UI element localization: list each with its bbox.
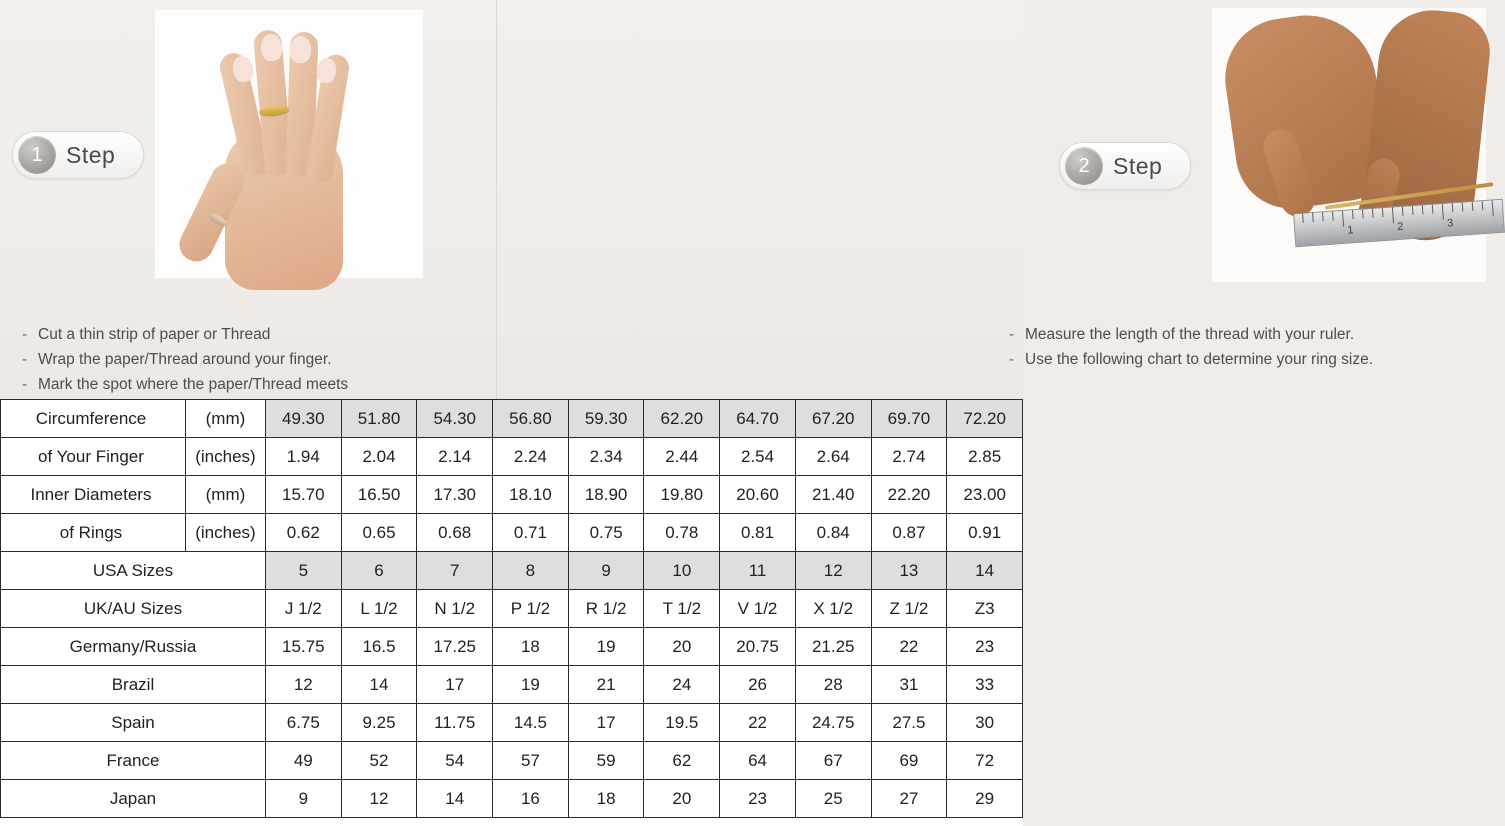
cell: 19.80 <box>644 476 720 514</box>
cell: 12 <box>795 552 871 590</box>
cell: 31 <box>871 666 947 704</box>
cell: 59.30 <box>568 400 644 438</box>
cell: 2.74 <box>871 438 947 476</box>
cell: 18.10 <box>493 476 569 514</box>
table-row <box>1 704 1023 742</box>
table-row <box>1 666 1023 704</box>
cell: R 1/2 <box>568 590 644 628</box>
cell: 17.25 <box>417 628 493 666</box>
cell: 64 <box>720 742 796 780</box>
cell: 17 <box>417 666 493 704</box>
cell: 20 <box>644 628 720 666</box>
cell: 69 <box>871 742 947 780</box>
cell: 20 <box>644 780 720 818</box>
step-1-label: Step <box>66 141 116 168</box>
step-1-instruction-list <box>22 322 348 397</box>
list-item: - Measure the length of the thread with your ruler. <box>1009 326 1355 343</box>
cell: 0.87 <box>871 514 947 552</box>
cell: 28 <box>795 666 871 704</box>
step-2-badge <box>1059 142 1191 190</box>
cell: 1.94 <box>265 438 341 476</box>
cell: 49 <box>265 742 341 780</box>
cell: 23 <box>947 628 1023 666</box>
ruler-tick-label: 3 <box>1446 217 1454 230</box>
cell: 24.75 <box>795 704 871 742</box>
cell: 16 <box>493 780 569 818</box>
step-2-panel <box>497 0 1454 399</box>
row-label-circumference: Circumference <box>1 400 186 438</box>
cell: 51.80 <box>341 400 417 438</box>
row-label-brazil: Brazil <box>1 666 266 704</box>
cell: 0.62 <box>265 514 341 552</box>
cell: 12 <box>341 780 417 818</box>
cell: 6 <box>341 552 417 590</box>
row-label-japan: Japan <box>1 780 266 818</box>
step-2-label: Step <box>1113 152 1163 179</box>
cell: 27.5 <box>871 704 947 742</box>
size-table <box>0 399 1023 818</box>
table-row <box>1 628 1023 666</box>
cell: J 1/2 <box>265 590 341 628</box>
cell: T 1/2 <box>644 590 720 628</box>
instruction-text: Cut a thin strip of paper or Thread <box>38 326 271 343</box>
cell: 19 <box>493 666 569 704</box>
cell: 14 <box>417 780 493 818</box>
instruction-text: Use the following chart to determine your ring size. <box>1025 351 1374 368</box>
cell: 9 <box>568 552 644 590</box>
unit-mm: (mm) <box>185 400 265 438</box>
cell: 22 <box>871 628 947 666</box>
cell: 17 <box>568 704 644 742</box>
row-label-germany-russia: Germany/Russia <box>1 628 266 666</box>
instruction-text: Mark the spot where the paper/Thread meets <box>38 376 349 393</box>
table-row <box>1 514 1023 552</box>
row-label-of-rings: of Rings <box>1 514 186 552</box>
cell: 0.75 <box>568 514 644 552</box>
unit-inches: (inches) <box>185 514 265 552</box>
cell: 2.64 <box>795 438 871 476</box>
cell: 2.04 <box>341 438 417 476</box>
cell: 14 <box>341 666 417 704</box>
cell: 57 <box>493 742 569 780</box>
cell: 2.54 <box>720 438 796 476</box>
cell: 17.30 <box>417 476 493 514</box>
cell: 2.14 <box>417 438 493 476</box>
cell: 9.25 <box>341 704 417 742</box>
cell: 22.20 <box>871 476 947 514</box>
cell: 59 <box>568 742 644 780</box>
thread-with-ruler-photo <box>1212 8 1486 282</box>
table-row <box>1 590 1023 628</box>
step-1-badge <box>12 131 144 179</box>
cell: 30 <box>947 704 1023 742</box>
step-2-number: 2 <box>1065 147 1103 185</box>
unit-mm: (mm) <box>185 476 265 514</box>
instruction-text: Wrap the paper/Thread around your finger. <box>38 351 332 368</box>
cell: 5 <box>265 552 341 590</box>
cell: 67 <box>795 742 871 780</box>
cell: 49.30 <box>265 400 341 438</box>
cell: 27 <box>871 780 947 818</box>
cell: 8 <box>493 552 569 590</box>
cell: 19.5 <box>644 704 720 742</box>
cell: L 1/2 <box>341 590 417 628</box>
cell: 62 <box>644 742 720 780</box>
instruction-text: Measure the length of the thread with your ruler. <box>1025 326 1355 343</box>
cell: 54 <box>417 742 493 780</box>
cell: 25 <box>795 780 871 818</box>
cell: Z 1/2 <box>871 590 947 628</box>
cell: 21.25 <box>795 628 871 666</box>
cell: 14.5 <box>493 704 569 742</box>
cell: 0.84 <box>795 514 871 552</box>
list-item: - Mark the spot where the paper/Thread meets <box>22 376 349 393</box>
cell: 2.85 <box>947 438 1023 476</box>
cell: 0.68 <box>417 514 493 552</box>
hand-with-thread-photo <box>155 10 423 278</box>
cell: 6.75 <box>265 704 341 742</box>
ruler-tick-label: 1 <box>1346 224 1354 237</box>
ruler-tick-label: 2 <box>1396 220 1404 234</box>
cell: X 1/2 <box>795 590 871 628</box>
cell: 10 <box>644 552 720 590</box>
list-item: - Cut a thin strip of paper or Thread <box>22 326 271 343</box>
cell: 20.75 <box>720 628 796 666</box>
cell: 54.30 <box>417 400 493 438</box>
cell: 0.71 <box>493 514 569 552</box>
table-row <box>1 742 1023 780</box>
table-row <box>1 400 1023 438</box>
cell: 0.78 <box>644 514 720 552</box>
cell: V 1/2 <box>720 590 796 628</box>
cell: 14 <box>947 552 1023 590</box>
cell: 19 <box>568 628 644 666</box>
cell: 20.60 <box>720 476 796 514</box>
cell: 33 <box>947 666 1023 704</box>
ring-size-chart <box>0 399 1023 826</box>
cell: 23 <box>720 780 796 818</box>
cell: 16.50 <box>341 476 417 514</box>
table-row <box>1 476 1023 514</box>
cell: 23.00 <box>947 476 1023 514</box>
cell: 24 <box>644 666 720 704</box>
step-1-panel <box>0 0 496 399</box>
cell: 21 <box>568 666 644 704</box>
cell: 18 <box>568 780 644 818</box>
cell: 18.90 <box>568 476 644 514</box>
row-label-of-your-finger: of Your Finger <box>1 438 186 476</box>
cell: N 1/2 <box>417 590 493 628</box>
cell: 18 <box>493 628 569 666</box>
cell: 0.65 <box>341 514 417 552</box>
cell: 21.40 <box>795 476 871 514</box>
list-item: - Use the following chart to determine your ring size. <box>1009 351 1374 368</box>
table-row <box>1 552 1023 590</box>
table-row <box>1 438 1023 476</box>
cell: 62.20 <box>644 400 720 438</box>
cell: 16.5 <box>341 628 417 666</box>
cell: 7 <box>417 552 493 590</box>
cell: 72 <box>947 742 1023 780</box>
cell: 11.75 <box>417 704 493 742</box>
row-label-usa-sizes: USA Sizes <box>1 552 266 590</box>
cell: 12 <box>265 666 341 704</box>
cell: Z3 <box>947 590 1023 628</box>
row-label-inner-diameters: Inner Diameters <box>1 476 186 514</box>
cell: 2.24 <box>493 438 569 476</box>
cell: 64.70 <box>720 400 796 438</box>
cell: 2.44 <box>644 438 720 476</box>
cell: 13 <box>871 552 947 590</box>
cell: 0.81 <box>720 514 796 552</box>
cell: 67.20 <box>795 400 871 438</box>
step-2-instruction-list <box>1009 322 1373 372</box>
unit-inches: (inches) <box>185 438 265 476</box>
row-label-uk-au-sizes: UK/AU Sizes <box>1 590 266 628</box>
cell: 0.91 <box>947 514 1023 552</box>
row-label-spain: Spain <box>1 704 266 742</box>
table-row <box>1 780 1023 818</box>
cell: 29 <box>947 780 1023 818</box>
cell: 56.80 <box>493 400 569 438</box>
cell: 2.34 <box>568 438 644 476</box>
cell: 22 <box>720 704 796 742</box>
list-item: - Wrap the paper/Thread around your finger. <box>22 351 332 368</box>
cell: P 1/2 <box>493 590 569 628</box>
row-label-france: France <box>1 742 266 780</box>
cell: 15.70 <box>265 476 341 514</box>
cell: 9 <box>265 780 341 818</box>
cell: 15.75 <box>265 628 341 666</box>
cell: 69.70 <box>871 400 947 438</box>
step-1-number: 1 <box>18 136 56 174</box>
cell: 26 <box>720 666 796 704</box>
cell: 52 <box>341 742 417 780</box>
cell: 11 <box>720 552 796 590</box>
instructions-section <box>0 0 1454 399</box>
cell: 72.20 <box>947 400 1023 438</box>
